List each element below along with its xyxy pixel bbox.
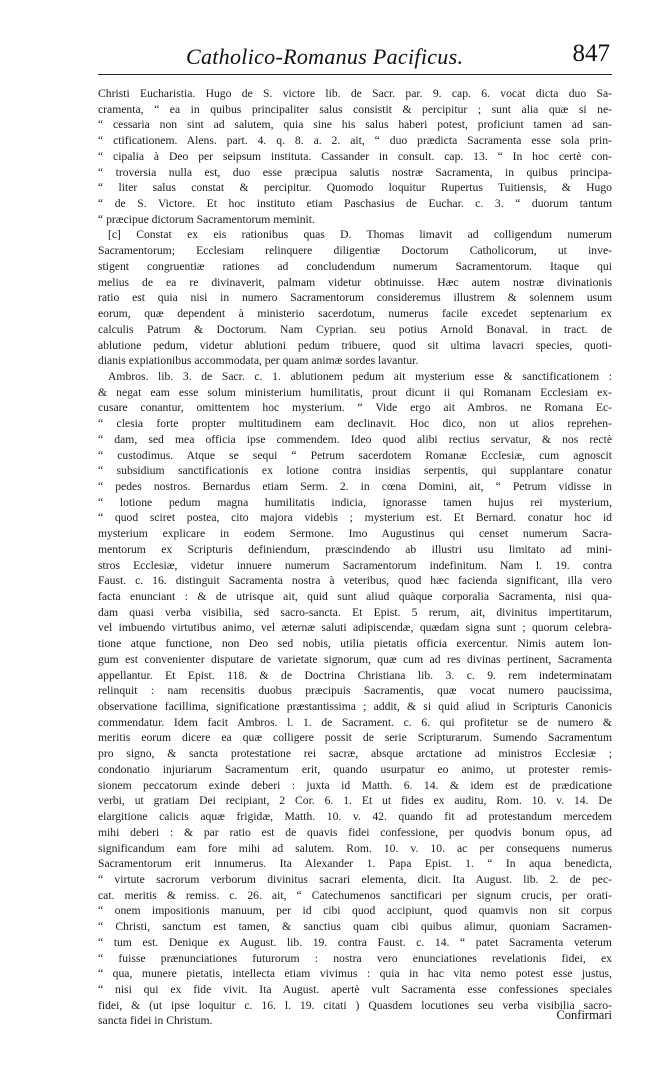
text-line: facta enunciant : & de utrisque ait, quid sunt aliud quàque corporalia Sacramenta, nisi qua-	[98, 590, 612, 603]
text-line: mentorum ex Scripturis definiendum, præscindendo ab illustri usu limitato ad mini-	[98, 542, 612, 556]
text-line: tione atque functione, non Deo sed nobis, utilia pietatis officia exercentur. Nimis autem lon-	[98, 637, 612, 651]
text-line: mihi deberi : & par ratio est de quavis fidei confessione, per quodvis bonum opus, ad	[98, 825, 612, 839]
text-line: significandum eam fore mihi ad salutem. Rom. 10. v. 10. ac per consequens numerus	[98, 841, 612, 855]
text-line: meritis eorum dicere ea quæ colligere possit de serie Scripturarum. Sumendo Sacramentum	[98, 731, 612, 745]
text-line: “ præcipue dictorum Sacramentorum meminit.	[98, 212, 315, 226]
text-line: “ subsidium sanctificationis ex lotione contra insidias serpentis, qui supplantare conatur	[98, 464, 612, 478]
text-line: melius de ea re divinaverit, palmam videtur obtinuisse. Hæc autem nostræ divinationis	[98, 275, 612, 289]
text-line: “ virtute sacrorum verborum divinitus sacrari elementa, dicit. Ita August. lib. 2. de pec-	[98, 872, 612, 886]
text-line: “ onem impositionis manuum, per id cibi quod accipiunt, quod quamvis non sit corpus	[98, 904, 612, 918]
text-line: Faust. c. 16. distinguit Sacramenta nostra à veteribus, quod hæc facienda significant, illa vero	[98, 574, 612, 588]
text-line: “ fuisse prænunciationes futurorum : nostra vero enunciationes revelationis fidei, ex	[98, 951, 612, 965]
text-line: “ de S. Victore. Et hoc instituto etiam Paschasius de Euchar. c. 3. “ duorum tantum	[98, 197, 612, 211]
text-line: Sacramentorum; Ecclesiam relinquere diligentiæ Doctorum Catholicorum, ut inve-	[98, 244, 612, 258]
text-line: vel imbuendo virtutibus animo, vel æternæ saluti adipiscendæ, quædam signa sunt ; quorum celebra-	[98, 621, 612, 635]
text-line: commendatur. Idem facit Ambros. l. 1. de Sacrament. c. 6. qui profitetur se de numero &	[98, 715, 612, 729]
text-line: ablutione pedum, videtur ablutioni pedum tribuere, quod sit ultima lavacri species, quoti-	[98, 338, 612, 352]
text-line: calculis Patrum & Doctorum. Nam Cyprian. seu potius Arnold Bonaval. in tract. de	[98, 322, 612, 336]
text-line: observatione facillima, significatione præstantissima ; addit, & si quid aliud in Scripturis Canonicis	[98, 700, 612, 714]
text-line: stros Ecclesiæ, videtur innuere numerum Sacramentorum indefinitum. Nam l. 19. contra	[98, 558, 612, 572]
text-line: & negat eam esse solum ministerium humilitatis, prout dicunt ii qui Romanam Ecclesiam ex-	[98, 385, 612, 399]
text-line: ratio est quia nisi in numero Sacramentorum consideremus illustrem & solennem usum	[98, 291, 612, 305]
text-line: sionem peccatorum exinde deberi : juxta id Matth. 6. 14. & idem est de prædicatione	[98, 778, 612, 792]
text-line: sancta fidei in Christum.	[98, 1014, 213, 1028]
header-rule	[98, 74, 612, 75]
text-line: elargitione calicis aquæ frigidæ, Matth. 10. v. 42. quando fit ad protestandum mercedem	[98, 810, 612, 824]
text-line: cramenta, “ ea in quibus principaliter salus consistit & percipitur ; sunt alia quæ si ne-	[98, 102, 612, 116]
catchword: Confirmari	[556, 1008, 612, 1022]
text-line: Sacramentorum erit innumerus. Ita Alexander 1. Papa Epist. 1. “ In aqua benedicta,	[98, 857, 612, 871]
text-line: “ tum est. Denique ex August. lib. 19. contra Faust. c. 14. “ patet Sacramenta veterum	[98, 935, 612, 949]
text-line: “ troversia nulla est, duo esse præcipua salutis nostræ Sacramenta, in quibus principa-	[98, 165, 612, 179]
text-line: verbi, ut gratiam Dei recipiant, 2 Cor. 6. 1. Et ut fides ex auditu, Rom. 10. v. 14. De	[98, 794, 612, 808]
text-line: Ambros. lib. 3. de Sacr. c. 1. ablutionem pedum ait mysterium esse & sanctificationem :	[108, 369, 612, 383]
text-line: relinquit : nam recensitis duobus præcipuis Sacramentis, quæ vocat numero paucissima,	[98, 684, 612, 698]
text-line: mysterium explicare in eodem Sermone. Imo Augustinus qui censet numerum Sacra-	[98, 527, 612, 541]
text-line: stigent congruentiæ rationes ad concludendum numerum Sacramentorum. Itaque qui	[98, 259, 612, 273]
text-line: appellantur. Et Epist. 118. & de Doctrina Christiana lib. 3. c. 9. rem indeterminatam	[98, 668, 612, 682]
text-line: “ clesia forte propter multitudinem eam declinavit. Hoc dico, non ut alios reprehen-	[98, 417, 612, 431]
text-line: “ lotione pedum magna humilitatis indicia, ignorasse tamen hujus rei mysterium,	[98, 495, 612, 509]
text-line: “ qua, munere pietatis, intellecta etiam vivimus : quia in hac vita nemo potest esse justus,	[98, 967, 612, 981]
text-line: gum est convenienter disputare de varietate signorum, quæ cum ad res divinas pertinent, Sacramenta	[98, 652, 612, 666]
text-line: dianis expiationibus accommodata, per quam animæ sordes lavantur.	[98, 354, 419, 368]
text-line: “ Christi, sanctum est tamen, & sanctius quam cibi quibus alimur, quoniam Sacramen-	[98, 920, 612, 934]
text-line: “ dam, sed mea officia ipse commendem. Ideo quod alibi rectius servatur, & nos rectè	[98, 432, 612, 446]
text-line: “ custodimus. Atque se sequi “ Petrum sacerdotem Romanæ Ecclesiæ, cum agnoscit	[98, 448, 612, 462]
page-header	[98, 40, 612, 76]
text-line: cusare conantur, omittentem hoc mysterium. “ Vide ergo ait Ambros. ne Romana Ec-	[98, 401, 612, 415]
text-line: “ cipalia à Deo per seipsum instituta. Cassander in consult. cap. 13. “ In hoc certè con-	[98, 149, 612, 163]
page-number: 847	[572, 40, 610, 67]
text-line: eorum, quæ dependent à ministerio sacerdotum, numerus facile excedet septenarium ex	[98, 307, 612, 321]
text-line: [c] Constat ex eis rationibus quas D. Thomas limavit ad colligendum numerum	[108, 228, 612, 242]
text-line: condonatio injuriarum Sacramentum erit, quando usurpatur eo animo, ut protester remis-	[98, 762, 612, 776]
text-line: “ nisi qui ex fide vivit. Ita August. apertè vult Sacramenta esse confessiones speciales	[98, 982, 612, 996]
text-line: fidei, & (ut ipse loquitur c. 16. l. 19. citati ) Quasdem locutiones seu verba visibilia sacro-	[98, 998, 612, 1012]
text-line: pro signo, & sancta protestatione rei sacræ, absque arctatione ad ministros Ecclesiæ ;	[98, 747, 612, 761]
text-line: “ quod sciret postea, cito majora videbis ; mysterium est. Et Bernard. conatur hoc id	[98, 511, 612, 525]
text-line: dam quasi verba visibilia, sed sacro-sancta. Et Epist. 5 rerum, ait, divinitus impertitarum,	[98, 605, 612, 619]
text-line: “ pedes nostros. Bernardus etiam Serm. 2. in cœna Domini, ait, “ Petrum vidisse in	[98, 479, 612, 493]
text-line: “ liter salus constat & percipitur. Quomodo loquitur Rupertus Tuitiensis, & Hugo	[98, 181, 612, 195]
text-line: Christi Eucharistia. Hugo de S. victore lib. de Sacr. par. 9. cap. 6. vocat dicta duo Sa-	[98, 87, 612, 100]
text-line: “ ctificationem. Alens. part. 4. q. 8. a. 2. ait, “ duo prædicta Sacramenta esse sola prin-	[98, 134, 612, 148]
text-line: “ cessaria non sint ad salutem, quia sine his salus haberi potest, proficiunt tamen ad san-	[98, 118, 612, 132]
running-title: Catholico-Romanus Pacificus.	[186, 44, 464, 69]
text-line: cat. meritis & remiss. c. 26. ait, “ Catechumenos sanctificari per signum crucis, per orati-	[98, 888, 612, 902]
